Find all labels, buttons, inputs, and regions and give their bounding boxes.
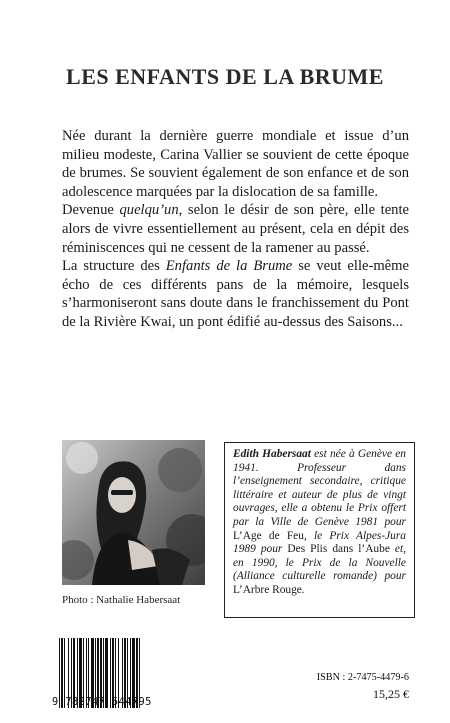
bio-text: , le Prix Alpes-Jura 1989 pour — [233, 529, 407, 556]
blurb-paragraph-1 — [62, 127, 409, 201]
blurb-text: Née durant la dernière guerre mondiale et issue d’un milieu modeste, Carina Vallier se souvient de cette époque de brumes. Se souvient également de son enfance et de son adolescence marquées par la dislocation de sa famille. — [62, 128, 409, 200]
bio-text: . — [301, 583, 305, 596]
blurb-text: Devenue — [62, 202, 120, 219]
bio-text: est née à Genève en 1941. Professeur dans l’enseignement secondaire, critique littéraire et auteur de plus de vingt ouvrages, elle a obtenu le Prix offert par la Ville de Genève 1981 pour — [233, 448, 406, 528]
blurb-emphasis: Enfants de la Brume — [165, 258, 293, 275]
author-photo — [62, 440, 205, 585]
author-bio-box — [224, 442, 415, 618]
book-title: LES ENFANTS DE LA BRUME — [66, 64, 384, 89]
bio-book-title: Des Plis dans l’Aube — [287, 543, 390, 556]
blurb-text: se veut elle-même écho de ces différents pans de la mémoire, lesquels s’harmoniseront sans doute dans le franchissement du Pont de la Rivière Kwai, un pont édifié au-dessus des Saisons... — [62, 258, 409, 330]
blurb-paragraph-2 — [62, 201, 409, 257]
bio-text: et, en 1990, le Prix de la Nouvelle (Alliance culturelle romande) pour — [233, 543, 406, 583]
blurb-emphasis: quelqu’un — [119, 202, 179, 219]
author-name: Edith Habersaat — [233, 448, 311, 460]
price: 15,25 € — [373, 687, 409, 701]
isbn: ISBN : 2-7475-4479-6 — [316, 672, 409, 683]
blurb-paragraph-3 — [62, 257, 409, 331]
photo-credit: Photo : Nathalie Habersaat — [62, 594, 181, 606]
blurb-text: La structure des — [62, 258, 166, 275]
barcode-digits: 9 782747 544795 — [52, 696, 152, 708]
bio-book-title: L’Arbre Rouge — [233, 583, 302, 596]
back-cover-blurb — [62, 127, 409, 332]
bio-book-title: L’Age de Feu — [233, 529, 304, 542]
blurb-text: , selon le désir de son père, elle tente alors de vivre essentiellement au présent, cela en dépit des réminiscences qui ne cessent de la ramener au passé. — [62, 202, 409, 256]
author-photo-image — [62, 440, 205, 585]
